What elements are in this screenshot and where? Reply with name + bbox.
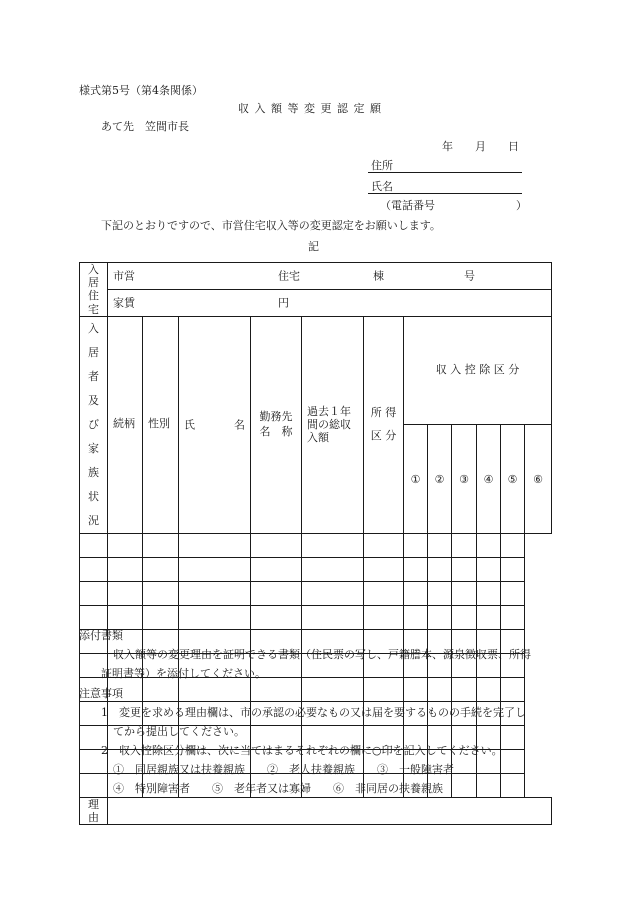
family-cell-ded-4[interactable] — [452, 557, 477, 581]
family-cell-income-class[interactable] — [302, 557, 364, 581]
name-line[interactable] — [368, 193, 522, 194]
family-cell-relation[interactable] — [80, 605, 108, 629]
jutaku-label: 住宅 — [278, 269, 300, 283]
reason-label: 理由 — [88, 797, 99, 824]
family-cell-ded-1[interactable] — [364, 605, 404, 629]
address-label: 住所 — [371, 159, 393, 172]
family-cell-income-class[interactable] — [302, 581, 364, 605]
family-cell-income[interactable] — [251, 557, 302, 581]
family-cell-sex[interactable] — [108, 557, 143, 581]
deduction-col-2: ② — [428, 425, 452, 534]
family-cell-ded-2[interactable] — [404, 605, 428, 629]
form-number: 様式第5号（第4条関係） — [79, 84, 203, 97]
family-cell-ded-5[interactable] — [477, 533, 501, 557]
family-cell-income[interactable] — [251, 533, 302, 557]
attachments-line2: 証明書等）を添付してください。 — [101, 667, 266, 680]
deduction-col-5: ⑤ — [501, 425, 525, 534]
family-cell-ded-6[interactable] — [501, 533, 525, 557]
family-cell-ded-4[interactable] — [452, 605, 477, 629]
phone-label: （電話番号 — [380, 199, 435, 212]
family-cell-ded-4[interactable] — [452, 533, 477, 557]
family-cell-ded-6[interactable] — [501, 581, 525, 605]
note-item2: 2 収入控除区分欄は、次に当てはまるそれぞれの欄に○印を記入してください。 — [101, 744, 503, 757]
name-label: 氏名 — [371, 180, 393, 193]
family-cell-relation[interactable] — [80, 581, 108, 605]
header-name-b: 名 — [234, 418, 245, 432]
family-cell-ded-2[interactable] — [404, 533, 428, 557]
header-relation: 続柄 — [108, 316, 143, 533]
form-title: 収 入 額 等 変 更 認 定 願 — [238, 102, 382, 115]
mune-label: 棟 — [373, 269, 384, 283]
address-line[interactable] — [368, 172, 522, 173]
family-cell-ded-2[interactable] — [404, 581, 428, 605]
phone-close: ） — [516, 199, 527, 212]
residence-row[interactable] — [108, 263, 552, 290]
family-cell-name[interactable] — [143, 557, 179, 581]
family-cell-ded-3[interactable] — [428, 581, 452, 605]
note-item1-line1: 1 変更を求める理由欄は、市の承認の必要なもの又は届を要するものの手続を完了し — [101, 706, 526, 719]
family-cell-ded-5[interactable] — [477, 557, 501, 581]
family-cell-ded-6[interactable] — [501, 557, 525, 581]
family-cell-ded-5[interactable] — [477, 581, 501, 605]
notes-section — [79, 688, 559, 794]
family-row — [80, 605, 552, 629]
family-cell-income-class[interactable] — [302, 533, 364, 557]
family-cell-ded-2[interactable] — [404, 557, 428, 581]
family-row — [80, 533, 552, 557]
header-income: 過去１年 間の総収 入額 — [302, 316, 364, 533]
family-cell-workplace[interactable] — [179, 557, 251, 581]
residence-label: 入居住宅 — [88, 263, 99, 316]
family-cell-relation[interactable] — [80, 533, 108, 557]
family-cell-ded-1[interactable] — [364, 533, 404, 557]
family-cell-ded-3[interactable] — [428, 557, 452, 581]
family-cell-name[interactable] — [143, 605, 179, 629]
attachments-line1: 収入額等の変更理由を証明できる書類（住民票の写し、戸籍謄本、源泉徴収票、所得 — [113, 648, 531, 661]
family-cell-income[interactable] — [251, 605, 302, 629]
family-cell-workplace[interactable] — [179, 581, 251, 605]
date-line: 年 月 日 — [442, 140, 519, 153]
deduction-col-4: ④ — [477, 425, 501, 534]
addressee: あて先 笠間市長 — [101, 120, 189, 133]
notes-heading: 注意事項 — [79, 687, 123, 700]
header-deduction: 収 入 控 除 区 分 — [404, 316, 552, 425]
family-cell-ded-5[interactable] — [477, 605, 501, 629]
residence-label-cell — [80, 263, 108, 317]
family-cell-name[interactable] — [143, 533, 179, 557]
family-cell-sex[interactable] — [108, 581, 143, 605]
header-name — [179, 316, 251, 533]
family-cell-ded-1[interactable] — [364, 581, 404, 605]
shiei-label: 市営 — [113, 269, 135, 283]
family-cell-sex[interactable] — [108, 533, 143, 557]
go-label: 号 — [464, 269, 475, 283]
note-categories-line1: ① 同居親族又は扶養親族 ② 老人扶養親族 ③ 一般障害者 — [113, 763, 454, 776]
family-label-cell — [80, 316, 108, 533]
reason-label-cell — [80, 797, 108, 824]
family-row — [80, 557, 552, 581]
family-cell-income-class[interactable] — [302, 605, 364, 629]
family-cell-workplace[interactable] — [179, 605, 251, 629]
deduction-col-3: ③ — [452, 425, 477, 534]
attachments-section — [79, 630, 559, 679]
deduction-col-1: ① — [404, 425, 428, 534]
family-cell-ded-4[interactable] — [452, 581, 477, 605]
header-workplace: 勤務先 名 称 — [251, 316, 302, 533]
family-cell-ded-3[interactable] — [428, 533, 452, 557]
ki-label: 記 — [308, 240, 319, 253]
yachin-label: 家賃 — [113, 296, 135, 310]
header-name-a: 氏 — [184, 418, 195, 432]
family-cell-sex[interactable] — [108, 605, 143, 629]
family-cell-ded-1[interactable] — [364, 557, 404, 581]
attachments-heading: 添付書類 — [79, 629, 123, 642]
deduction-col-6: ⑥ — [525, 425, 552, 534]
family-cell-ded-6[interactable] — [501, 605, 525, 629]
note-item1-line2: てから提出してください。 — [113, 725, 245, 738]
request-text: 下記のとおりですので、市営住宅収入等の変更認定をお願いします。 — [101, 219, 441, 232]
header-income-class: 所 得 区 分 — [364, 316, 404, 533]
family-cell-relation[interactable] — [80, 557, 108, 581]
reason-field[interactable] — [108, 797, 552, 824]
family-cell-name[interactable] — [143, 581, 179, 605]
family-cell-ded-3[interactable] — [428, 605, 452, 629]
note-categories-line2: ④ 特別障害者 ⑤ 老年者又は寡婦 ⑥ 非同居の扶養親族 — [113, 782, 443, 795]
family-row — [80, 581, 552, 605]
header-sex: 性別 — [143, 316, 179, 533]
rent-row[interactable] — [108, 289, 552, 316]
family-label: 入居者及び家族状況 — [88, 321, 99, 527]
family-cell-workplace[interactable] — [179, 533, 251, 557]
en-label: 円 — [278, 296, 289, 310]
family-cell-income[interactable] — [251, 581, 302, 605]
